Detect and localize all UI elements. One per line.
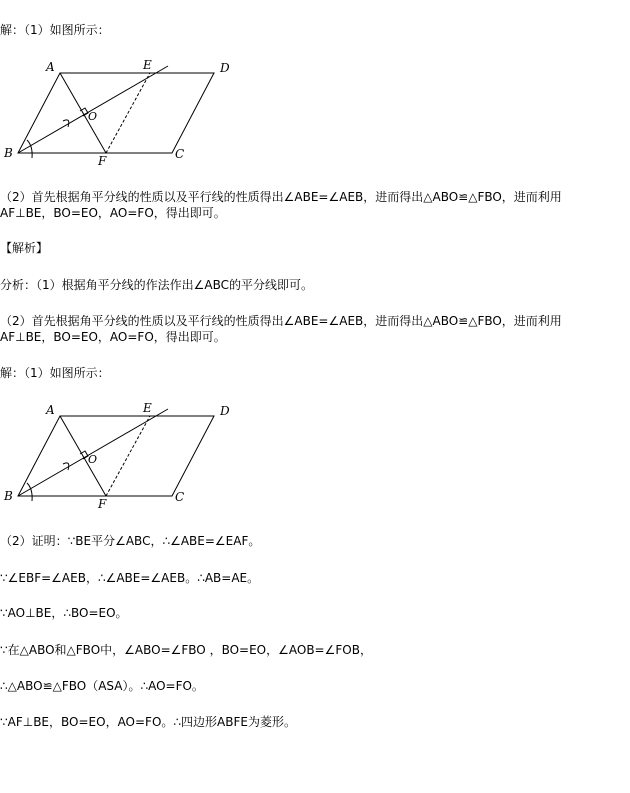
label-c: C [175,147,185,161]
label-d: D [220,404,230,418]
analysis-line-1: 分析：（1）根据角平分线的作法作出∠ABC的平分线即可。 [0,278,314,292]
analysis-title: 【解析】 [0,241,49,255]
segment-fe-dashed [106,416,150,496]
solution-heading-2: 解：（1）如图所示： [0,366,110,380]
proof-line: ∵AF⊥BE，BO=EO，AO=FO。∴四边形ABFE为菱形。 [0,715,296,729]
segment-af [60,416,106,496]
segment-fe-dashed [106,73,150,153]
segment-af [60,73,106,153]
parallelogram-abcd [18,73,214,153]
label-f: F [98,154,107,168]
label-a: A [46,403,55,417]
proof-line: （2）证明：∵BE平分∠ABC，∴∠ABE=∠EAF。 [0,534,261,548]
proof-line: ∵∠EBF=∠AEB，∴∠ABE=∠AEB。∴AB=AE。 [0,571,260,585]
part2-text-line-1: （2）首先根据角平分线的性质以及平行线的性质得出∠ABE=∠AEB，进而得出△ABO≌△FBO，进而利用 [0,190,562,204]
solution-heading-1: 解：（1）如图所示： [0,23,110,37]
analysis-line-3: AF⊥BE，BO=EO，AO=FO，得出即可。 [0,330,226,344]
parallelogram-abcd [18,416,214,496]
parallelogram-figure-2 [0,398,250,513]
proof-line: ∵在△ABO和△FBO中，∠ABO=∠FBO ，BO=EO，∠AOB=∠FOB， [0,643,372,657]
analysis-line-2: （2）首先根据角平分线的性质以及平行线的性质得出∠ABE=∠AEB，进而得出△ABO≌△FBO，进而利用 [0,314,562,328]
proof-line: ∴△ABO≌△FBO（ASA）。∴AO=FO。 [0,679,204,693]
part2-text-line-2: AF⊥BE，BO=EO，AO=FO，得出即可。 [0,206,226,220]
label-d: D [220,61,230,75]
angle-arc [27,483,32,501]
proof-line: ∵AO⊥BE，∴BO=EO。 [0,606,128,620]
label-f: F [98,497,107,511]
label-o: O [88,453,98,466]
label-e: E [143,58,152,72]
label-c: C [175,490,185,504]
parallelogram-figure-1 [0,55,250,170]
label-o: O [88,110,98,123]
label-b: B [4,146,13,160]
label-b: B [4,489,13,503]
label-e: E [143,401,152,415]
angle-arc [27,140,32,158]
label-a: A [46,60,55,74]
